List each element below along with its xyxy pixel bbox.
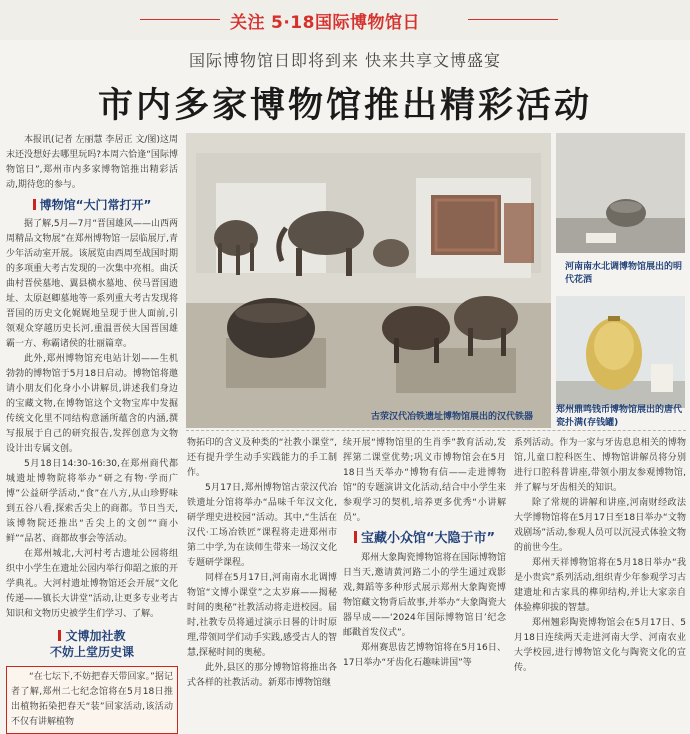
text-column-1	[6, 133, 178, 727]
photo2-caption: 河南南水北调博物馆展出的明代花洒	[565, 262, 683, 285]
heading-bar	[354, 531, 357, 543]
sprinkler-illustration	[556, 133, 685, 253]
top-banner	[0, 0, 690, 40]
photo3-caption: 郑州鼎鸣钱币博物馆展出的唐代瓷扑满(存钱罐)	[556, 405, 683, 428]
section-heading-3	[343, 530, 506, 547]
article-subtitle: 国际博物馆日即将到来 快来共享文博盛宴	[188, 51, 502, 70]
paragraph: 除了常规的讲解和讲座,河南财经政法大学博物馆将在5月17日至18日举办“文物戏剧场”活动,参观人员可以沉浸式体验文物的前世今生。	[514, 498, 686, 553]
section-heading-2-line1: 文博加社教	[65, 629, 126, 643]
photo-tang-piggybank	[556, 296, 685, 408]
paragraph: 续开展“博物馆里的生肖季”教育活动,发挥第二课堂优势;巩义市博物馆会在5月18日当天举办“博物有信——走进博物馆”的专题演讲文化活动,结合中小学生来参观学习的契机,培养更多优秀“小讲解员”。	[343, 438, 506, 523]
byline-paragraph: 本报讯(记者 左丽慧 李居正 文/图)这周末还没想好去哪里玩吗?本周六恰逢“国际博物馆日”,郑州市内多家博物馆推出精彩活动,期待您的参与。	[6, 135, 178, 190]
main-photo-iron-artifacts	[186, 133, 551, 428]
section-heading-2	[6, 628, 178, 660]
piggybank-illustration	[556, 296, 685, 408]
text-column-4	[514, 436, 686, 673]
boxed-text: “在七坛下,不妨把春天带回家。”据记者了解,郑州二七纪念馆将在5月18日推出植物拓染把春天“装”回家活动,该活动不仅有讲解植物	[11, 672, 173, 727]
kicker-prefix: 关注	[230, 13, 265, 33]
paragraph: 郑州翘彩陶瓷博物馆会在5月17日、5月18日连续两天走进河南大学、河南农业大学校园,进行博物馆文化与陶瓷文化的宣传。	[514, 618, 686, 673]
paragraph: 系列活动。作为一家与牙齿息息相关的博物馆,儿童口腔科医生、博物馆讲解员将分别进行口腔科普讲座,带领小朋友参观博物馆,并了解与牙齿相关的知识。	[514, 438, 686, 493]
article-headline: 市内多家博物馆推出精彩活动	[97, 86, 592, 126]
boxed-paragraph	[6, 666, 178, 734]
paragraph: 此外,县区的那分博物馆将推出各式各样的社教活动。新郑市博物馆继	[187, 663, 337, 688]
iron-artifacts-illustration	[186, 133, 551, 428]
section-heading-3-text: 宝藏小众馆“大隐于市”	[360, 531, 496, 546]
photo-ming-sprinkler	[556, 133, 685, 253]
banner-rule-left	[140, 19, 220, 20]
paragraph: 据了解,5月—7月“晋国雄风——山西两周精品文物展”在郑州博物馆一层临展厅,青少年活动室开展。该展览由西周至战国时期的多项重大考古发现的一次集中亮相。曲沃曲村晋侯墓地、翼县横水墓地、侯马晋国遗址、太原赵卿墓地等一系列重大考古发现将晋国的历史文化娓娓地呈现于世人面前,引领观众穿越历史长河,重温晋侯大国晋国雄霸一方、称霸诸侯的壮丽篇章。	[6, 219, 178, 349]
kicker-text: 5·18国际博物馆日	[271, 13, 420, 33]
paragraph: 5月17日,郑州博物馆古荥汉代冶铁遗址分馆将举办“品味千年汉文化,研学理史进校园”活动。其中,“生活在汉代·工场冶铁匠”课程将走进郑州市第二中学,为在读师生带来一场汉文化专题研学课程。	[187, 483, 337, 568]
paragraph: 同样在5月17日,河南南水北调博物馆“文博小课堂”之太岁麻——揭秘时间的奥秘”社教活动将走进校园。届时,社教专员将通过演示日晷的计时原理,带领同学们动手实践,感受古人的智慧,探秘时间的奥秘。	[187, 573, 337, 658]
paragraph: 5月18日14:30-16:30,在郑州商代都城遗址博物院将举办“研之有物·学而广博”公益研学活动,“食”在八方,从山珍野味到五谷八看,探索舌尖上的商都。节日当天,该博物院还推出“舌尖上的文创”“商小鲜”“品茗、商都故事会等活动。	[6, 459, 178, 544]
paragraph: 郑州天祥博物馆将在5月18日举办“我是小贵宾”系列活动,组织青少年参观学习古建遗址和古家具的榫卯结构,并让大家亲自体验榫卯拔的智慧。	[514, 558, 686, 613]
section-heading-1	[6, 197, 178, 213]
section-heading-2-line2: 不妨上堂历史课	[49, 645, 134, 659]
heading-bar	[33, 199, 36, 210]
heading-bar	[58, 630, 61, 641]
text-column-2	[187, 436, 337, 688]
paragraph: 此外,郑州博物馆充电站计划——生机勃勃的博物馆于5月18日启动。博物馆将邀请小朋友们化身小小讲解员,讲述我们身边的宝藏文物,在博物馆这个文物宝库中发掘传统文化里不同结构意涵所蕴含的内涵,撰写报展于自己的研究报告,发挥创意为文物设计出专属文创。	[6, 354, 178, 454]
paragraph: 郑州大象陶瓷博物馆将在国际博物馆日当天,邀请黄河路二小的学生通过戏影戏,舞蹈等多种形式展示郑州大象陶瓷博物馆藏文物背后故事,并举办“大象陶瓷大器早成——‘2024年国际博物馆日’纪念邮戳首发仪式”。	[343, 553, 506, 638]
text-column-3	[343, 436, 506, 668]
section-kicker	[230, 8, 420, 33]
section-heading-1-text: 博物馆“大门常打开”	[39, 198, 152, 212]
paragraph: 郑州赛思齿艺博物馆将在5月16日、17日举办“牙齿化石趣味讲国”等	[343, 643, 506, 668]
paragraph: 物拓印的含义及种类的“社教小课堂”,还有提升学生动手实践能力的手工制作。	[187, 438, 337, 478]
paragraph: 在郑州城北,大河村考古遗址公园将组织中小学生在遗址公园内举行仰韶之旅的开学典礼。大河村遗址博物馆还会开展“文化传递——镇长大讲堂”活动,让更多专业考古知识和文物历史被学生们学习、了解。	[6, 549, 178, 619]
section-divider	[186, 430, 686, 431]
banner-rule-right	[468, 19, 558, 20]
main-photo-caption: 古荥汉代冶铁遗址博物馆展出的汉代铁器	[370, 412, 533, 422]
